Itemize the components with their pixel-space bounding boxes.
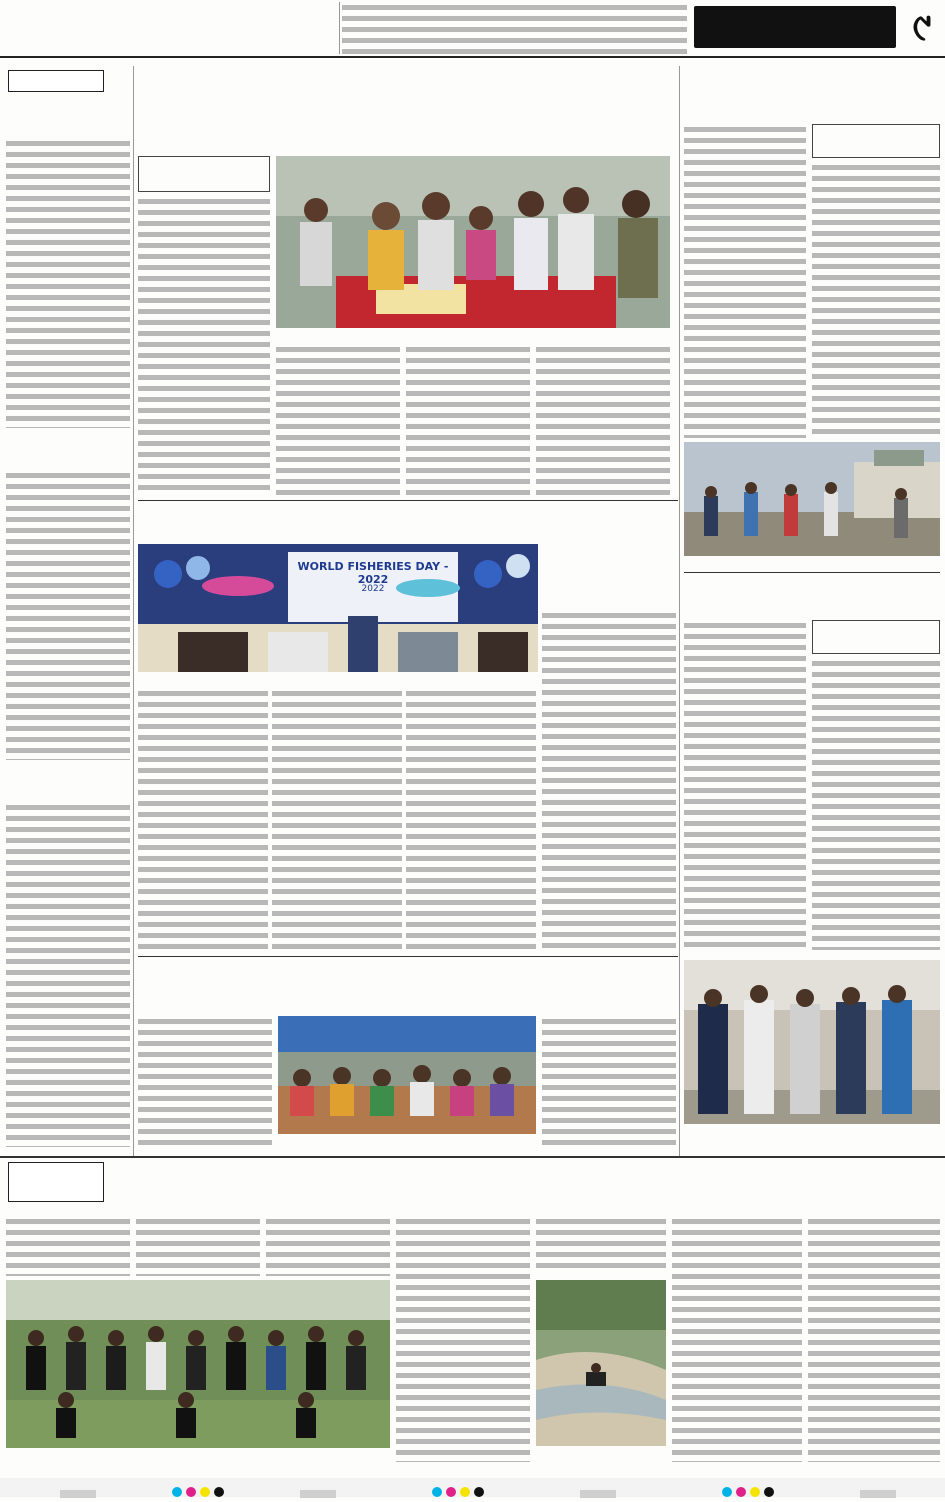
lead-subhead	[138, 156, 270, 192]
registration-mark	[60, 1483, 96, 1502]
cricket-photo	[6, 1280, 390, 1448]
registration-mark-4	[860, 1483, 896, 1502]
lead-body-col4	[536, 344, 670, 496]
newspaper-logo	[6, 4, 98, 50]
bridge-body-col2	[536, 1216, 666, 1274]
middle-subhead	[542, 578, 676, 606]
column-divider-right	[679, 66, 680, 1156]
bridge-body-col4	[808, 1216, 940, 1462]
anganwadi-headline	[684, 578, 940, 616]
fisheries-headline	[138, 504, 538, 540]
anganwadi-photo-caption	[684, 1128, 940, 1138]
cricket-photo-caption	[6, 1452, 390, 1462]
fisheries-body-col1	[138, 688, 268, 950]
bridge-photo	[536, 1280, 666, 1446]
middle-rule	[138, 956, 678, 957]
anganwadi-photo	[684, 960, 940, 1124]
right-top-photo-caption	[684, 558, 940, 568]
fisheries-photo-caption	[138, 674, 538, 684]
cricket-body-col1	[6, 1216, 130, 1276]
brief3-headline	[6, 764, 130, 798]
bottom-rule	[0, 1156, 945, 1158]
cricket-body-col3	[266, 1216, 390, 1276]
anganwadi-body-col2	[812, 658, 940, 950]
shop-union-photo	[278, 1016, 536, 1134]
cricket-label	[8, 1162, 104, 1202]
anganwadi-body-col1	[684, 620, 806, 950]
cricket-body-col2	[136, 1216, 260, 1276]
bridge-headline	[108, 1162, 940, 1212]
middle-body	[542, 610, 676, 950]
shop-union-photo-caption	[278, 1136, 536, 1146]
lead-photo	[276, 156, 670, 328]
fisheries-banner-title: WORLD FISHERIES DAY - 2022	[297, 560, 449, 586]
print-registration-bar	[0, 1478, 945, 1497]
right-top-headline	[684, 70, 940, 120]
anganwadi-subhead	[812, 620, 940, 654]
right-top-subhead	[812, 124, 940, 158]
brief-headline	[6, 94, 130, 134]
section-rule	[138, 500, 678, 501]
ear-panel	[260, 2, 340, 54]
brief-body	[6, 138, 130, 428]
column-divider	[133, 66, 134, 1156]
page-number: ୯	[912, 5, 932, 49]
right-top-body-col2	[812, 162, 940, 438]
right-top-photo	[684, 442, 940, 556]
brief3-body	[6, 802, 130, 1147]
fisheries-photo	[138, 544, 538, 672]
fisheries-body-col3	[406, 688, 536, 950]
lead-body-left	[138, 196, 270, 496]
registration-mark-3	[580, 1483, 616, 1502]
masthead	[0, 0, 945, 58]
brief2-body	[6, 470, 130, 760]
lead-body-col2	[276, 344, 400, 496]
lead-photo-caption	[276, 330, 670, 340]
cmyk-dots	[170, 1482, 226, 1501]
bridge-body-col3	[672, 1216, 802, 1462]
brief-label	[8, 70, 104, 92]
shop-union-body-col1	[138, 1016, 272, 1146]
bridge-photo-caption	[536, 1450, 666, 1460]
right-top-body-col1	[684, 124, 806, 438]
bridge-body-col1	[396, 1216, 530, 1462]
shop-union-body-col3	[542, 1016, 676, 1146]
middle-headline	[542, 504, 676, 576]
right-rule	[684, 572, 940, 573]
lead-body-col3	[406, 344, 530, 496]
section-title	[694, 6, 896, 48]
cmyk-dots-3	[720, 1482, 776, 1501]
brief2-headline	[6, 432, 130, 466]
cmyk-dots-2	[430, 1482, 486, 1501]
shop-union-headline	[138, 962, 678, 1012]
registration-mark-2	[300, 1483, 336, 1502]
top-news-strip	[342, 2, 687, 54]
fisheries-banner-year: 2022	[361, 584, 385, 594]
fisheries-body-col2	[272, 688, 402, 950]
lead-headline	[138, 70, 670, 152]
